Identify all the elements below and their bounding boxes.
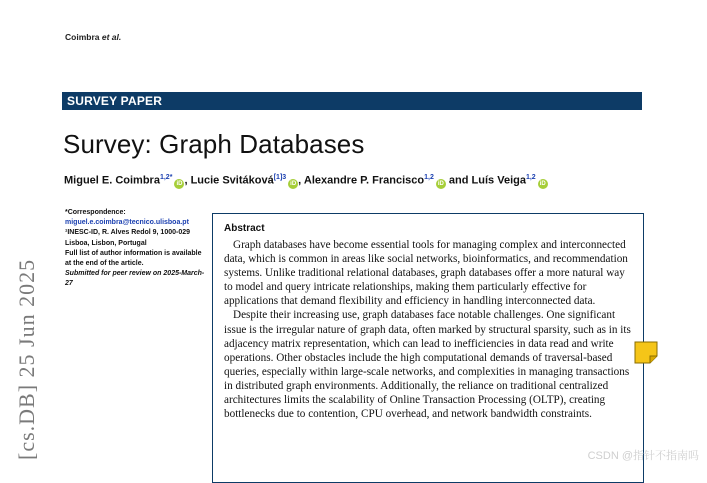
- arxiv-stamp: [cs.DB] 25 Jun 2025: [14, 258, 39, 460]
- orcid-icon[interactable]: iD: [539, 180, 546, 187]
- running-etal: et al.: [101, 32, 122, 42]
- orcid-icon[interactable]: iD: [437, 180, 444, 187]
- correspondence-label: *Correspondence:: [65, 209, 126, 216]
- author-name: Lucie Svitáková: [190, 174, 274, 187]
- author-separator: and: [445, 174, 472, 187]
- full-list-note: Full list of author information is available at the end of the article.: [65, 249, 202, 268]
- abstract-box: [212, 213, 644, 483]
- author-affiliation-sup[interactable]: 1,2: [525, 174, 536, 181]
- running-author: Coimbra: [65, 32, 100, 42]
- paper-title: Survey: Graph Databases: [63, 129, 365, 159]
- affiliation-text: ¹INESC-ID, R. Alves Redol 9, 1000-029 Lisboa, Lisbon, Portugal: [65, 229, 191, 247]
- abstract-paragraph: Graph databases have become essential tools for managing complex and interconnected data, which is common in areas like social networks, bioinformatics, and recommendation systems. Unlike traditional relational databases, graph databases offer a more natural way to model and query intricate relationships, making them particularly effective for applications that demand flexibility and efficiency in handling interconnected data.: [224, 239, 628, 308]
- abstract-paragraph: Despite their increasing use, graph databases face notable challenges. One significant issue is the irregular nature of graph data, often marked by structural sparsity, such as in its adjacency matrix representation, which can lead to inefficiencies in data read and write operations. Other obstacles include the high computational demands of traversal-based queries, especially within large-scale networks, and complexities in managing transactions in distributed graph environments. Additionally, the reliance on traditional centralized architectures limits the scalability of Online Transaction Processing (OLTP), creating bottlenecks due to contention, CPU overhead, and network bandwidth constraints.: [224, 309, 631, 421]
- author-affiliation-sup[interactable]: [1]3: [273, 174, 287, 181]
- author-name: Alexandre P. Francisco: [303, 174, 425, 187]
- author-separator: ,: [184, 174, 191, 187]
- abstract-heading: Abstract: [224, 223, 265, 234]
- author-name: Miguel E. Coimbra: [64, 174, 160, 187]
- orcid-icon[interactable]: iD: [290, 180, 297, 187]
- submitted-note: Submitted for peer review on 2025-March-27: [65, 270, 205, 288]
- author-name: Luís Veiga: [471, 174, 526, 187]
- author-affiliation-sup[interactable]: 1,2: [424, 174, 434, 181]
- correspondence-email-link[interactable]: miguel.e.coimbra@tecnico.ulisboa.pt: [65, 219, 189, 227]
- author-affiliation-sup[interactable]: 1,2*: [159, 174, 173, 181]
- author-separator: ,: [298, 174, 304, 187]
- csdn-watermark: CSDN @指针不指南吗: [587, 450, 699, 462]
- author-list: [64, 174, 654, 189]
- survey-paper-banner: SURVEY PAPER: [62, 92, 642, 110]
- sticky-note-icon[interactable]: [634, 340, 658, 364]
- running-head: [65, 32, 121, 42]
- side-notes: [65, 208, 205, 290]
- orcid-icon[interactable]: iD: [176, 180, 183, 187]
